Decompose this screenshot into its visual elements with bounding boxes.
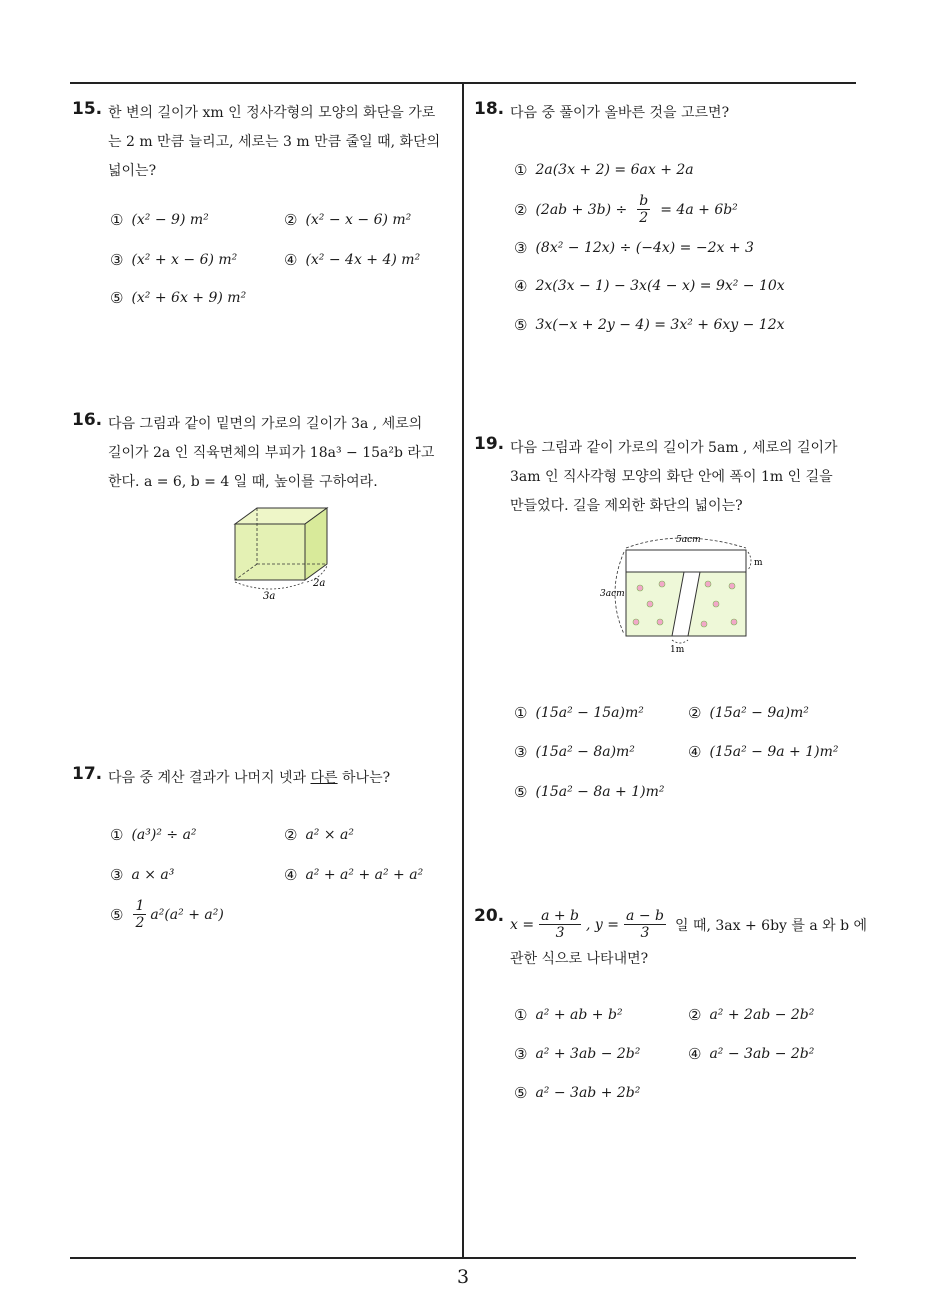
choice-1[interactable]: ① 2a(3x + 2) = 6ax + 2a [514,161,694,179]
choice-3[interactable]: ③ (x² + x − 6) m² [110,251,238,269]
choice-5[interactable]: ⑤ 3x(−x + 2y − 4) = 3x² + 6xy − 12x [514,316,785,334]
question-20 [474,906,868,1106]
question-19 [474,434,859,814]
question-stem: 다음 그림과 같이 가로의 길이가 5am , 세로의 길이가 3am 인 직사각형 모양의 화단 안에 폭이 1m 인 길을 만들었다. 길을 제외한 화단의 넓이는? [510,440,838,514]
question-number: 20. [474,906,505,926]
choice-2[interactable]: ② a² × a² [284,826,355,844]
bottom-label: 1m [670,645,685,654]
question-17 [72,764,457,944]
choice-1[interactable]: ① (a³)² ÷ a² [110,826,197,844]
choice-5[interactable]: ⑤ a² − 3ab + 2b² [514,1084,641,1102]
top-label: 5acm [676,535,701,545]
choice-1[interactable]: ① (x² − 9) m² [110,211,209,229]
question-stem: 다음 그림과 같이 밑면의 가로의 길이가 3a , 세로의 길이가 2a 인 직육면체의 부피가 18a³ − 15a²b 라고 한다. a = 6, b = 4 일 때, 높이를 구하여라. [108,416,435,490]
question-number: 16. [72,410,103,430]
question-stem: 한 변의 길이가 xm 인 정사각형의 모양의 화단을 가로 는 2 m 만큼 늘리고, 세로는 3 m 만큼 줄일 때, 화단의 넓이는? [108,105,441,179]
choice-3[interactable]: ③ a × a³ [110,866,175,884]
choice-1[interactable]: ① a² + ab + b² [514,1006,623,1024]
page-number: 3 [456,1266,470,1288]
question-18 [474,99,859,349]
question-stem: x = $\frac{a + b}{3}$ , y = $\frac{a - b}{3}$ 일 때, 3ax + 6by 를 a 와 b 에 관한 식으로 나타내면? [510,908,868,967]
question-16 [72,410,457,610]
question-number: 15. [72,99,103,119]
choice-3[interactable]: ③ (8x² − 12x) ÷ (−4x) = −2x + 3 [514,239,754,257]
choice-4[interactable]: ④ 2x(3x − 1) − 3x(4 − x) = 9x² − 10x [514,277,785,295]
width-label: 3a [263,591,276,601]
depth-label: 2a [313,578,326,589]
choice-2[interactable]: ② (x² − x − 6) m² [284,211,412,229]
question-15 [72,99,457,319]
choice-3[interactable]: ③ (15a² − 8a)m² [514,743,635,761]
choice-4[interactable]: ④ a² − 3ab − 2b² [688,1045,815,1063]
underlined-word: 다른 [310,770,338,786]
choice-4[interactable]: ④ a² + a² + a² + a² [284,866,424,884]
left-label: 3acm [600,589,625,599]
choice-2[interactable]: ② (15a² − 9a)m² [688,704,809,722]
choice-3[interactable]: ③ a² + 3ab − 2b² [514,1045,641,1063]
question-stem: 다음 중 계산 결과가 나머지 넷과 다른 하나는? [108,770,391,786]
choice-1[interactable]: ① (15a² − 15a)m² [514,704,644,722]
cuboid-figure [227,506,367,601]
question-number: 17. [72,764,103,784]
column-divider [462,82,464,1258]
right-label: m [754,558,763,568]
choice-4[interactable]: ④ (x² − 4x + 4) m² [284,251,421,269]
choice-4[interactable]: ④ (15a² − 9a + 1)m² [688,743,839,761]
choice-2[interactable]: ② (2ab + 3b) ÷ $\frac{b}{2}$ = 4a + 6b² [514,193,738,226]
garden-figure [596,530,776,654]
choice-5[interactable]: ⑤ (x² + 6x + 9) m² [110,289,247,307]
choice-2[interactable]: ② a² + 2ab − 2b² [688,1006,815,1024]
choice-5[interactable]: ⑤ (15a² − 8a + 1)m² [514,783,665,801]
question-number: 18. [474,99,505,119]
question-number: 19. [474,434,505,454]
choice-5[interactable]: ⑤ $\frac{1}{2}$ a²(a² + a²) [110,898,224,931]
question-stem: 다음 중 풀이가 올바른 것을 고르면? [510,105,730,121]
